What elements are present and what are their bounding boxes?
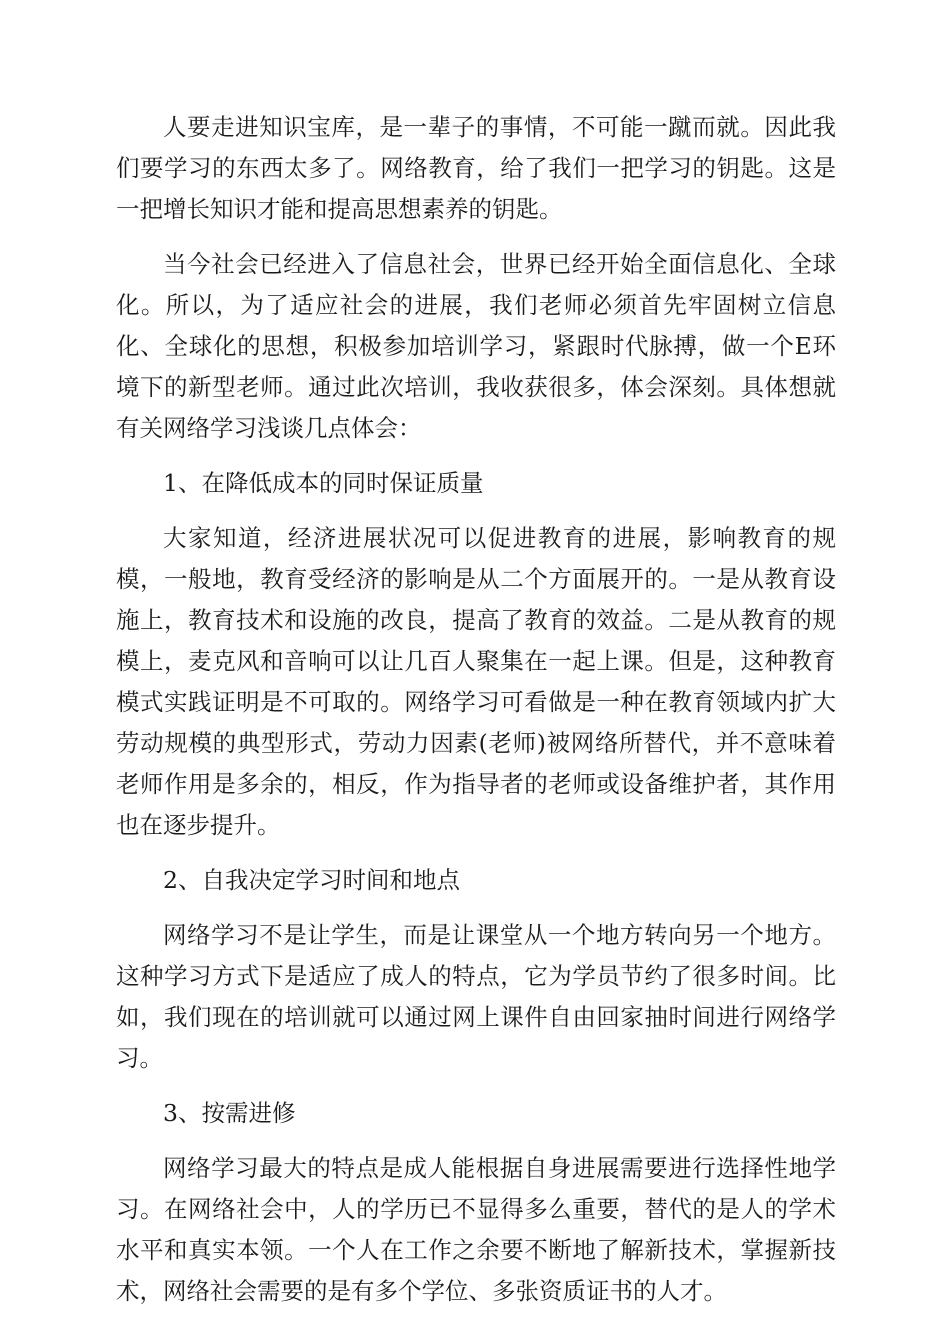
paragraph-section-1: 大家知道，经济进展状况可以促进教育的进展，影响教育的规模，一般地，教育受经济的影响是从二个方面展开的。一是从教育设施上，教育技术和设施的改良，提高了教育的效益。二是从教育的规模上，麦克风和音响可以让几百人聚集在一起上课。但是，这种教育模式实践证明是不可取的。网络学习可看做是一种在教育领域内扩大劳动规模的典型形式，劳动力因素(老师)被网络所替代，并不意味着老师作用是多余的，相反，作为指导者的老师或设备维护者，其作用也在逐步提升。 xyxy=(116,524,836,839)
paragraph-section-3: 网络学习最大的特点是成人能根据自身进展需要进行选择性地学习。在网络社会中，人的学历已不显得多么重要，替代的是人的学术水平和真实本领。一个人在工作之余要不断地了解新技术，掌握新技术，网络社会需要的是有多个学位、多张资质证书的人才。 xyxy=(116,1154,836,1305)
paragraph-information-society: 当今社会已经进入了信息社会，世界已经开始全面信息化、全球化。所以，为了适应社会的进展，我们老师必须首先牢固树立信息化、全球化的思想，积极参加培训学习，紧跟时代脉搏，做一个E环境下的新型老师。通过此次培训，我收获很多，体会深刻。具体想就有关网络学习浅谈几点体会： xyxy=(116,250,836,442)
section-heading-3: 3、按需进修 xyxy=(163,1099,296,1127)
section-heading-2: 2、自我决定学习时间和地点 xyxy=(163,866,460,894)
section-heading-1: 1、在降低成本的同时保证质量 xyxy=(163,469,484,497)
paragraph-intro: 人要走进知识宝库，是一辈子的事情，不可能一蹴而就。因此我们要学习的东西太多了。网络教育，给了我们一把学习的钥匙。这是一把增长知识才能和提高思想素养的钥匙。 xyxy=(116,113,836,223)
paragraph-section-2: 网络学习不是让学生，而是让课堂从一个地方转向另一个地方。这种学习方式下是适应了成人的特点，它为学员节约了很多时间。比如，我们现在的培训就可以通过网上课件自由回家抽时间进行网络学习。 xyxy=(116,921,836,1072)
document-body xyxy=(116,107,836,1326)
